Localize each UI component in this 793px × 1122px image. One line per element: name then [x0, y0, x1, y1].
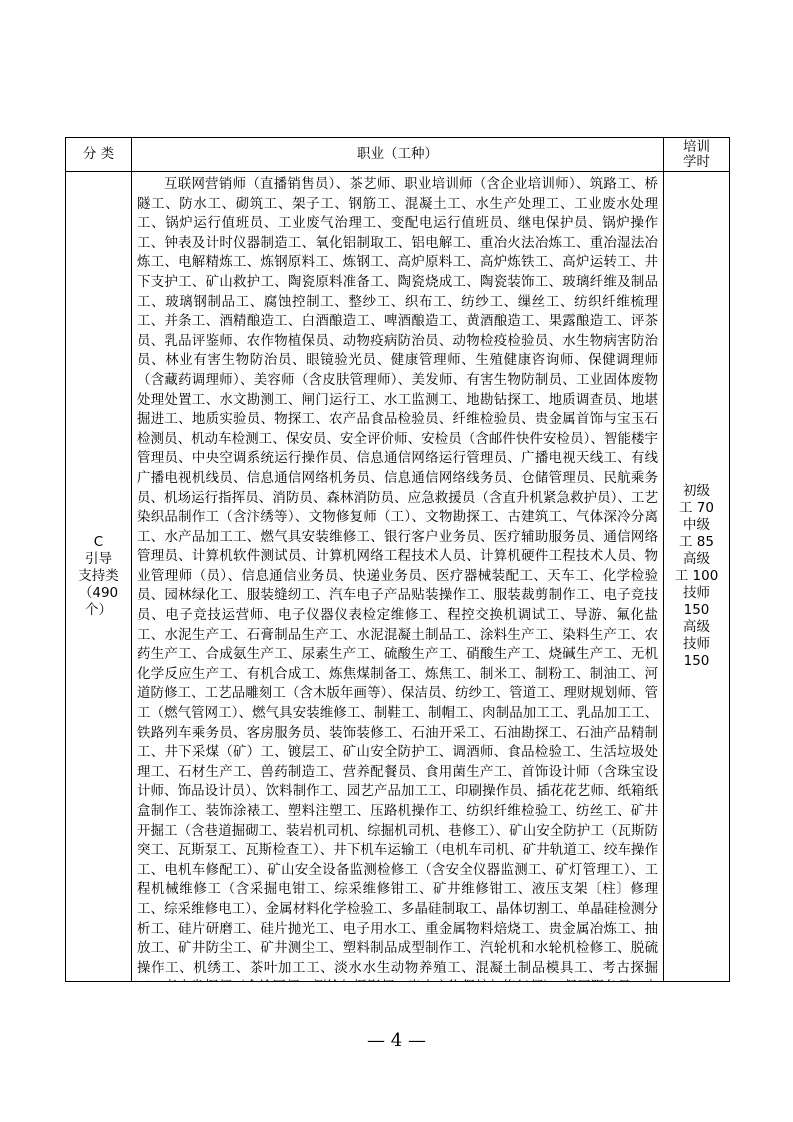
hours-line: 高级 — [683, 619, 710, 635]
header-category: 分 类 — [66, 138, 132, 172]
header-occupation: 职业（工种） — [132, 138, 664, 172]
category-code: C — [93, 534, 104, 550]
table-header-row — [66, 138, 730, 172]
hours-line: 150 — [683, 653, 710, 669]
category-name-line: 引导 — [85, 551, 112, 567]
hours-line: 高级 — [683, 551, 710, 567]
hours-line: 工 100 — [674, 568, 719, 584]
hours-line: 中级 — [683, 517, 710, 533]
occupation-list: 互联网营销师（直播销售员）、茶艺师、职业培训师（含企业培训师）、筑路工、桥隧工、防水工、砌筑工、架子工、钢筋工、混凝土工、水生产处理工、工业废水处理工、锅炉运行值班员、工业废气治理工、变配电运行值班员、继电保护员、锅炉操作工、钟表及计时仪器制造工、氧化铝制取工、铝电解工、重冶火法冶炼工、重冶湿法冶炼工、电解精炼工、炼钢原料工、炼钢工、高炉原料工、高炉炼铁工、高炉运转工、井下支护工、矿山救护工、陶瓷原料准备工、陶瓷烧成工、陶瓷装饰工、玻璃纤维及制品工、玻璃钢制品工、腐蚀控制工、整纱工、织布工、纺纱工、缫丝工、纺织纤维梳理工、并条工、酒精酿造工、白酒酿造工、啤酒酿造工、黄酒酿造工、果露酿造工、评茶员、乳品评鉴师、农作物植保员、动物疫病防治员、动物检疫检验员、水生物病害防治员、林业有害生物防治员、眼镜验光员、健康管理师、生殖健康咨询师、保健调理师（含藏药调理师）、美容师（含皮肤管理师）、美发师、有害生物防制员、工业固体废物处理处置工、水文勘测工、闸门运行工、水工监测工、地勘钻探工、地质调查员、地堪掘进工、地质实验员、物探工、农产品食品检验员、纤维检验员、贵金属首饰与宝玉石检测员、机动车检测工、保安员、安全评价师、安检员（含邮件快件安检员）、智能楼宇管理员、中央空调系统运行操作员、信息通信网络运行管理员、广播电视天线工、有线广播电视机线员、信息通信网络机务员、信息通信网络线务员、仓储管理员、民航乘务员、机场运行指挥员、消防员、森林消防员、应急救援员（含直升机紧急救护员）、工艺染织品制作工（含汴绣等）、文物修复师（工）、文物勘探工、古建筑工、气体深冷分离工、水产品加工工、燃气具安装维修工、银行客户业务员、医疗辅助服务员、通信网络管理员、计算机软件测试员、计算机网络工程技术人员、计算机硬件工程技术人员、物业管理师（员）、信息通信业务员、快递业务员、医疗器械装配工、天车工、化学检验员、园林绿化工、服装缝纫工、汽车电子产品贴装操作工、服装裁剪制作工、电子竞技员、电子竞技运营师、电子仪器仪表检定维修工、程控交换机调试工、导游、氟化盐工、水泥生产工、石膏制品生产工、水泥混凝土制品工、涂料生产工、染料生产工、农药生产工、合成氨生产工、尿素生产工、硫酸生产工、硝酸生产工、烧碱生产工、无机化学反应生产工、有机合成工、炼焦煤制备工、炼焦工、制米工、制粉工、制油工、河道防修工、工艺品雕刻工（含木版年画等）、保洁员、纺纱工、管道工、理财规划师、管工（燃气管网工）、燃气具安装维修工、制鞋工、制帽工、肉制品加工工、乳品加工工、铁路列车乘务员、客房服务员、装饰装修工、石油开采工、石油勘探工、石油产品精制工、井下采煤（矿）工、镀层工、矿山安全防护工、调酒师、食品检验工、生活垃圾处理工、石材生产工、兽药制造工、营养配餐员、食用菌生产工、首饰设计师（含珠宝设计师、饰品设计员）、饮料制作工、园艺产品加工工、印刷操作员、插花花艺师、纸箱纸盒制作工、装饰涂裱工、塑料注塑工、压路机操作工、纺织纤维检验工、纺丝工、矿井开掘工（含巷道掘砌工、装岩机司机、综掘机司机、巷修工）、矿山安全防护工（瓦斯防突工、瓦斯泵工、瓦斯检查工）、井下机车运输工（电机车司机、矿井轨道工、绞车操作工、电机车修配工）、矿山安全设备监测检修工（含安全仪器监测工、矿灯管理工）、工程机械维修工（含采掘电钳工、综采维修钳工、矿井维修钳工、液压支架〔柱〕修理工、综采维修电工）、金属材料化学检验工、多晶硅制取工、晶体切割工、单晶硅检测分析工、硅片研磨工、硅片抛光工、电子用水工、重金属物料焙烧工、贵金属冶炼工、抽放工、矿井防尘工、矿井测尘工、塑料制品成型制作工、汽轮机和水轮机检修工、脱硫操作工、机绣工、茶叶加工工、淡水水生动物养殖工、混凝土制品模具工、考古探掘 — [137, 177, 658, 976]
category-name-line: 支持类 — [78, 568, 119, 584]
header-hours — [664, 138, 730, 172]
header-hours-line: 学时 — [683, 153, 710, 170]
hours-line: 初级 — [683, 483, 710, 499]
occupation-table — [65, 137, 730, 982]
occupation-cell — [132, 172, 664, 982]
header-hours-line: 培训 — [683, 138, 710, 155]
table-row — [66, 172, 730, 982]
page-number: — 4 — — [367, 1030, 426, 1051]
hours-cell — [664, 172, 730, 982]
hours-line: 技师 — [683, 636, 710, 652]
hours-line: 工 70 — [679, 500, 714, 516]
hours-line: 工 85 — [679, 534, 714, 550]
hours-line: 150 — [683, 602, 710, 618]
category-cell — [66, 172, 132, 982]
hours-line: 技师 — [683, 585, 710, 601]
category-count: （490个） — [78, 585, 119, 618]
